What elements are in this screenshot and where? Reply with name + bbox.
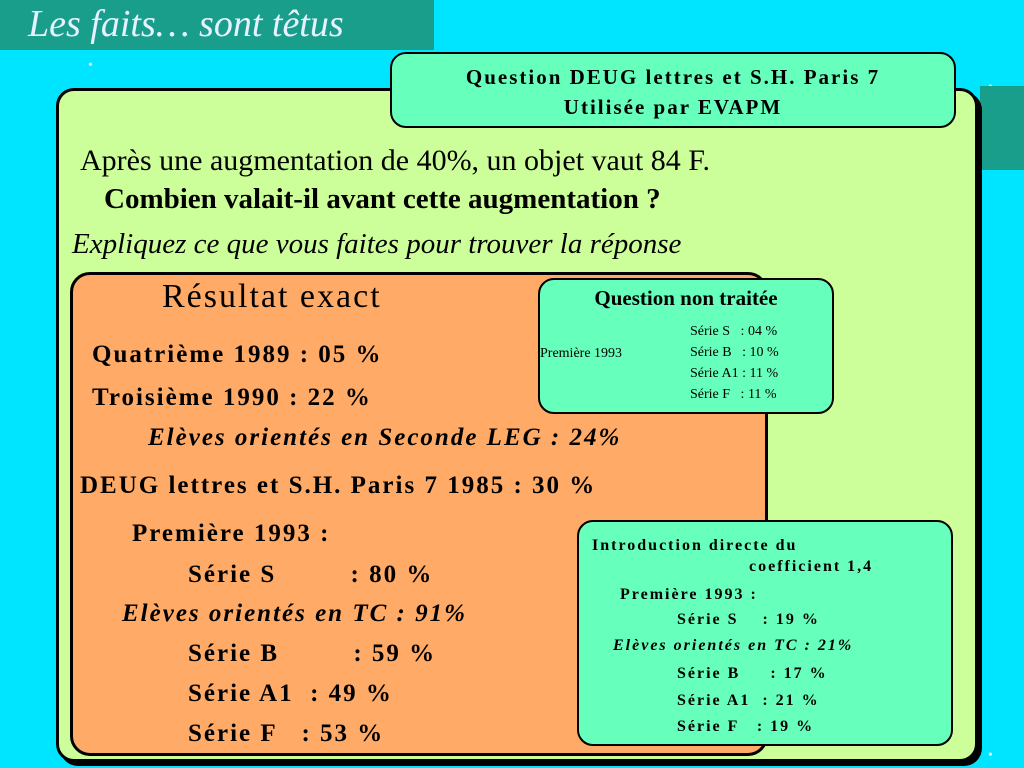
bullet-top: •	[88, 58, 93, 73]
intro-serie-a1: Série A1 : 21 %	[677, 692, 820, 709]
question-statement: Après une augmentation de 40%, un objet vaut 84 F.	[80, 144, 710, 177]
non-traitee-row: Série F : 11 %	[690, 387, 777, 402]
question-instruction: Expliquez ce que vous faites pour trouver la réponse	[72, 228, 682, 260]
result-deug: DEUG lettres et S.H. Paris 7 1985 : 30 %	[80, 472, 597, 499]
results-heading: Résultat exact	[162, 278, 382, 315]
non-traitee-row: Série A1 : 11 %	[690, 366, 779, 381]
non-traitee-row: Série B : 10 %	[690, 345, 779, 360]
non-traitee-title: Question non traitée	[594, 286, 778, 310]
non-traitee-row: Série S : 04 %	[690, 324, 778, 339]
question-prompt: Combien valait-il avant cette augmentation ?	[104, 183, 661, 215]
source-box	[390, 52, 956, 128]
result-orientes-tc: Elèves orientés en TC : 91%	[122, 600, 467, 627]
result-premiere: Première 1993 :	[132, 520, 331, 547]
source-line-1: Question DEUG lettres et S.H. Paris 7	[465, 65, 881, 89]
intro-line-1: Introduction directe du	[592, 537, 798, 554]
introduction-directe-box	[577, 520, 953, 746]
bullet-right-bottom: •	[988, 748, 993, 763]
non-traitee-label: Première 1993	[540, 346, 623, 361]
decorative-teal-block	[980, 86, 1024, 170]
intro-premiere: Première 1993 :	[620, 586, 758, 603]
result-orientes-seconde: Elèves orientés en Seconde LEG : 24%	[148, 424, 622, 451]
intro-orientes-tc: Elèves orientés en TC : 21%	[613, 637, 854, 654]
non-traitee-box	[538, 278, 834, 414]
result-serie-a1: Série A1 : 49 %	[188, 680, 393, 707]
intro-line-2: coefficient 1,4	[749, 558, 874, 575]
intro-serie-b: Série B : 17 %	[677, 665, 828, 682]
result-serie-f: Série F : 53 %	[188, 720, 385, 747]
intro-serie-s: Série S : 19 %	[677, 611, 820, 628]
result-serie-b: Série B : 59 %	[188, 640, 437, 667]
intro-serie-f: Série F : 19 %	[677, 718, 815, 735]
result-troisieme: Troisième 1990 : 22 %	[92, 384, 372, 411]
source-line-2: Utilisée par EVAPM	[563, 95, 783, 119]
result-quatrieme: Quatrième 1989 : 05 %	[92, 341, 383, 368]
slide-title: Les faits… sont têtus	[28, 3, 344, 45]
result-serie-s: Série S : 80 %	[188, 561, 434, 588]
